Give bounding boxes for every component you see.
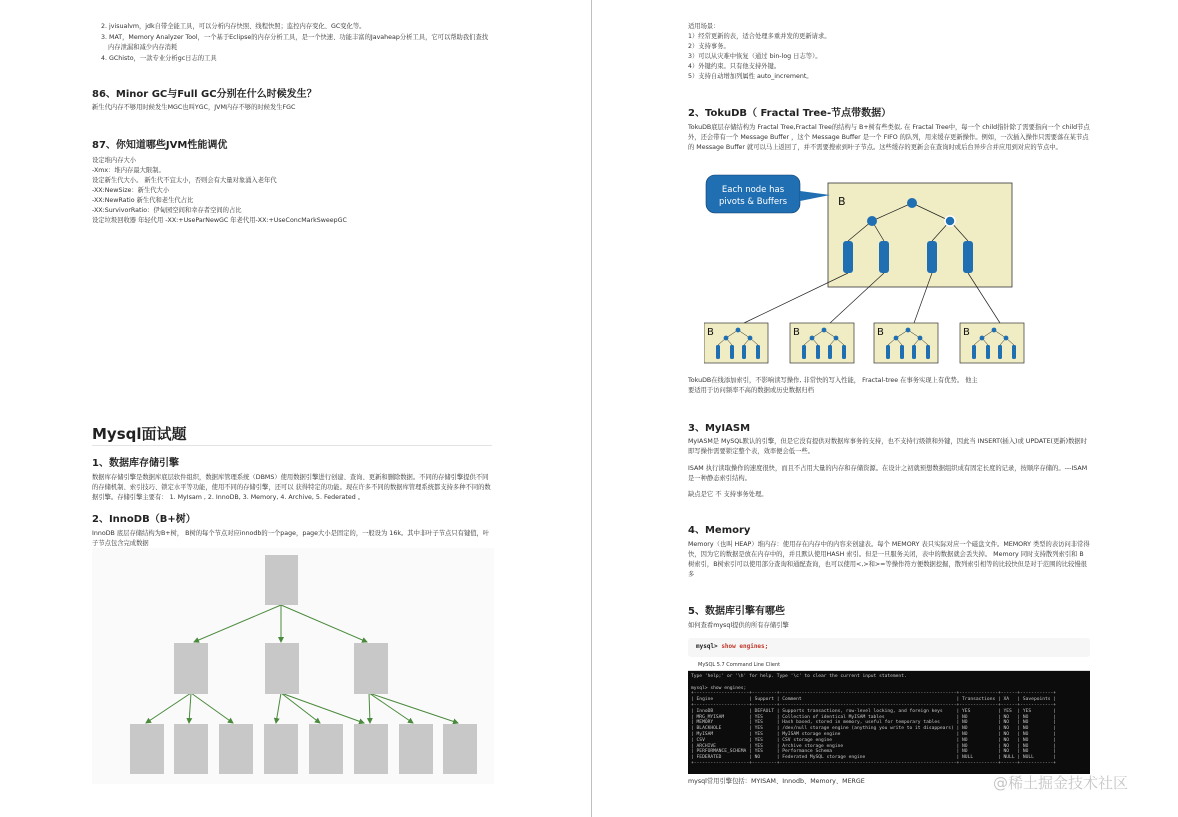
intro-item: 1）经常更新的表，适合处理多重并发的更新请求。 xyxy=(688,33,831,40)
intro-item: 3）可以从灾难中恢复（通过 bin-log 日志等）。 xyxy=(688,53,822,60)
right-page xyxy=(594,0,1178,817)
child-node xyxy=(874,323,938,363)
console-line: | PERFORMANCE_SCHEMA | YES | Performance Schema | NO | NO | NO | xyxy=(691,749,1057,755)
console-line: | BLACKHOLE | YES | /dev/null storage engine (anything you write to it disappears) | NO | NO | NO | xyxy=(691,726,1057,732)
fractal-tree-diagram xyxy=(704,173,1094,369)
console-line: +--------------------+---------+----------------------------------------------------------------+--------------+------+------------+ xyxy=(691,703,1057,708)
leaf-node xyxy=(219,724,253,774)
console-line: | FEDERATED | NO | Federated MySQL storage engine | NULL | NULL | NULL | xyxy=(691,755,1057,761)
svg-text:B: B xyxy=(793,327,800,338)
myisam-heading: 3、MyIASM xyxy=(688,423,751,434)
tokudb-caption: TokuDB在线添加索引，不影响读写操作, 非常快的写入性能， Fractal-tree 在事务实现上有优势。 他主要适用于访问频率不高的数据或历史数据归档 xyxy=(688,377,978,394)
s2-heading: 2、InnoDB（B+树） xyxy=(92,514,196,525)
pivot-node xyxy=(867,216,877,226)
svg-text:B: B xyxy=(877,327,884,338)
myisam-p1: MyIASM是 MySQL默认的引擎，但是它没有提供对数据库事务的支持，也不支持行级锁和外键，因此当 INSERT(插入)或 UPDATE(更新)数据时即写操作需要锁定整个表，效率便会低一些。 xyxy=(688,438,1087,455)
q87-line: -Xmx：堆内存最大限制。 xyxy=(92,167,165,174)
q87-heading: 87、你知道哪些JVM性能调优 xyxy=(92,140,228,151)
memory-heading: 4、Memory xyxy=(688,525,751,536)
intro-item: 5）支持自动增加列属性 auto_increment。 xyxy=(688,73,813,80)
engines-intro: 如何查看mysql提供的所有存储引擎 xyxy=(688,622,789,629)
tokudb-heading: 2、TokuDB（ Fractal Tree-节点带数据） xyxy=(688,108,892,119)
mysql-section-title: Mysql面试题 xyxy=(92,425,187,443)
leaf-node xyxy=(130,724,164,774)
leaf-node xyxy=(443,724,477,774)
list-item: 3. MAT，Memory Analyzer Tool，一个基于Eclipse的内存分析工具，是一个快速、功能丰富的Javaheap分析工具，它可以帮助我们查找 xyxy=(101,34,489,41)
leaf-node xyxy=(264,724,298,774)
svg-text:B: B xyxy=(963,327,970,338)
buffer-bar xyxy=(963,241,973,273)
console-line: +--------------------+---------+----------------------------------------------------------------+--------------+------+------------+ xyxy=(691,691,1057,697)
page-divider xyxy=(591,0,592,817)
console-line: | CSV | YES | CSV storage engine | NO | NO | NO | xyxy=(691,737,1057,743)
internal-node xyxy=(174,643,208,694)
myisam-p2: ISAM 执行读取操作的速度很快，而且不占用大量的内存和存储资源。在设计之初就预想数据组织成有固定长度的记录，按顺序存储的。---ISAM 是一种静态索引结构。 xyxy=(688,465,1088,482)
memory-body: Memory（也叫 HEAP）堆内存：使用存在内存中的内容来创建表。每个 MEMORY 表只实际对应一个磁盘文件。MEMORY 类型的表访问非常得快，因为它的数据是放在内存中的，并且默认使用HASH 索引。但是一旦服务关闭，表中的数据就会丢失掉。 Memory 同时支持散列索引和 B 树索引，B树索引可以使用部分查询和通配查询，也可以使用<,>和>=等操作符方便数据挖掘，散列索引相等的比较快但是对于范围的比较慢很多 xyxy=(688,541,1090,578)
console-line: Type 'help;' or '\h' for help. Type '\c' to clear the current input statement. xyxy=(691,674,907,679)
list-item: 2. jvisualvm，jdk自带全能工具，可以分析内存快照、线程快照；监控内存变化、GC变化等。 xyxy=(101,23,366,30)
intro-item: 2）支持事务。 xyxy=(688,43,730,50)
leaf-node xyxy=(399,724,433,774)
buffer-bar xyxy=(843,241,853,273)
s1-body: 数据库存储引擎是数据库底层软件组织，数据库管理系统（DBMS）使用数据引擎进行创建、查询、更新和删除数据。不同的存储引擎提供不同的存储机制、索引技巧、锁定水平等功能，使用不同的存储引擎，还可以 获得特定的功能。现在许多不同的数据库管理系统都支持多种不同的数据引擎。存储引擎主要有： 1. MyIsam , 2. InnoDB, 3. Memory, 4. Archive, 5. Federated 。 xyxy=(92,474,491,501)
intro-item: 4）外键约束。只有他支持外键。 xyxy=(688,63,781,70)
s1-heading: 1、数据库存储引擎 xyxy=(92,458,179,469)
pivot-node xyxy=(907,198,917,208)
internal-node xyxy=(354,643,388,694)
watermark: @稀土掘金技术社区 xyxy=(993,774,1129,792)
child-node xyxy=(960,323,1024,363)
console-line: | Engine | Support | Comment | Transactions | XA | Savepoints | xyxy=(691,697,1057,703)
callout-text-2: pivots & Buffers xyxy=(718,197,788,207)
engines-heading: 5、数据库引擎有哪些 xyxy=(688,606,785,617)
child-node xyxy=(704,323,768,363)
console-line: +--------------------+---------+----------------------------------------------------------------+--------------+------+------------+ xyxy=(691,761,1057,766)
buffer-bar xyxy=(927,241,937,273)
console-line: | InnoDB | DEFAULT | Supports transactions, row-level locking, and foreign keys | YES | YES | YES | xyxy=(691,708,1057,714)
console-line: | MyISAM | YES | MyISAM storage engine | NO | NO | NO | xyxy=(691,732,1057,737)
console-line: mysql> show engines; xyxy=(691,685,747,691)
engines-footer: mysql常用引擎包括：MYISAM、Innodb、Memory、MERGE xyxy=(688,778,865,785)
code-prompt: mysql> xyxy=(696,643,718,650)
callout-text-1: Each node has xyxy=(721,185,785,195)
child-node xyxy=(790,323,854,363)
console-line: | MRG_MYISAM | YES | Collection of identical MyISAM tables | NO | NO | NO | xyxy=(691,714,1057,720)
q87-line: -XX:SurvivorRatio：伊甸园空间和幸存者空间的占比 xyxy=(92,207,242,214)
bplus-tree-diagram xyxy=(92,548,494,784)
q86-heading: 86、Minor GC与Full GC分别在什么时候发生？ xyxy=(92,89,317,100)
mysql-console-window xyxy=(688,661,1090,774)
buffer-bar xyxy=(879,241,889,273)
console-line: | MEMORY | YES | Hash based, stored in memory, useful for temporary tables | NO | NO | NO | xyxy=(691,720,1057,726)
pivot-node xyxy=(945,216,955,226)
tokudb-body: TokuDB底层存储结构为 Fractal Tree,Fractal Tree的结构与 B+树有些类似, 在 Fractal Tree中，每一个 child指针除了需要指向一个 child节点外，还会带有一个 Message Buffer ，这个 Message Buffer 是一个 FIFO 的队列，用来缓存更新操作。例如，一次插入操作只需要落在某节点的 Message Buffer 就可以马上返回了，并不需要搜索到叶子节点。这些缓存的更新会在查询时或后台异步合并应用到对应的节点中。 xyxy=(688,124,1090,151)
list-item: 4. GChisto，一款专业分析gc日志的工具 xyxy=(101,55,217,62)
intro-label: 适用场景： xyxy=(688,23,720,30)
console-title: MySQL 5.7 Command Line Client xyxy=(698,662,781,668)
code-block xyxy=(688,638,1090,657)
q87-line: 设定垃圾回收器 年轻代用 -XX:+UseParNewGC 年老代用-XX:+UseConcMarkSweepGC xyxy=(92,217,347,224)
svg-text:B: B xyxy=(707,327,714,338)
code-line xyxy=(696,643,768,650)
q87-line: -XX:NewRatio 新生代和老生代占比 xyxy=(92,197,194,204)
s2-body: InnoDB 底层存储结构为B+树， B树的每个节点对应innodb的一个page，page大小是固定的，一般设为 16k。其中非叶子节点只有键值，叶子节点包含完成数据 xyxy=(92,530,490,547)
console-line: | ARCHIVE | YES | Archive storage engine | NO | NO | NO | xyxy=(691,743,1057,749)
node-label-b: B xyxy=(838,195,846,208)
leaf-node xyxy=(309,724,343,774)
q87-line: -XX:NewSize：新生代大小 xyxy=(92,187,170,194)
console-titlebar xyxy=(688,661,1090,671)
leaf-node xyxy=(174,724,208,774)
code-command: show engines; xyxy=(721,643,769,650)
leaf-node xyxy=(354,724,388,774)
q87-line: 设定新生代大小。 新生代不宜太小，否则会有大量对象涌入老年代 xyxy=(92,177,277,184)
myisam-p3: 缺点是它 不 支持事务处理。 xyxy=(688,491,768,498)
root-node xyxy=(265,555,298,605)
list-item: 内存泄漏和减少内存消耗 xyxy=(108,44,178,51)
q86-body: 新生代内存不够用时候发生MGC也叫YGC，JVM内存不够的时候发生FGC xyxy=(92,104,296,111)
title-rule xyxy=(92,445,492,446)
internal-node xyxy=(265,643,299,694)
q87-line: 设定堆内存大小 xyxy=(92,157,137,164)
callout-pointer xyxy=(800,191,830,201)
